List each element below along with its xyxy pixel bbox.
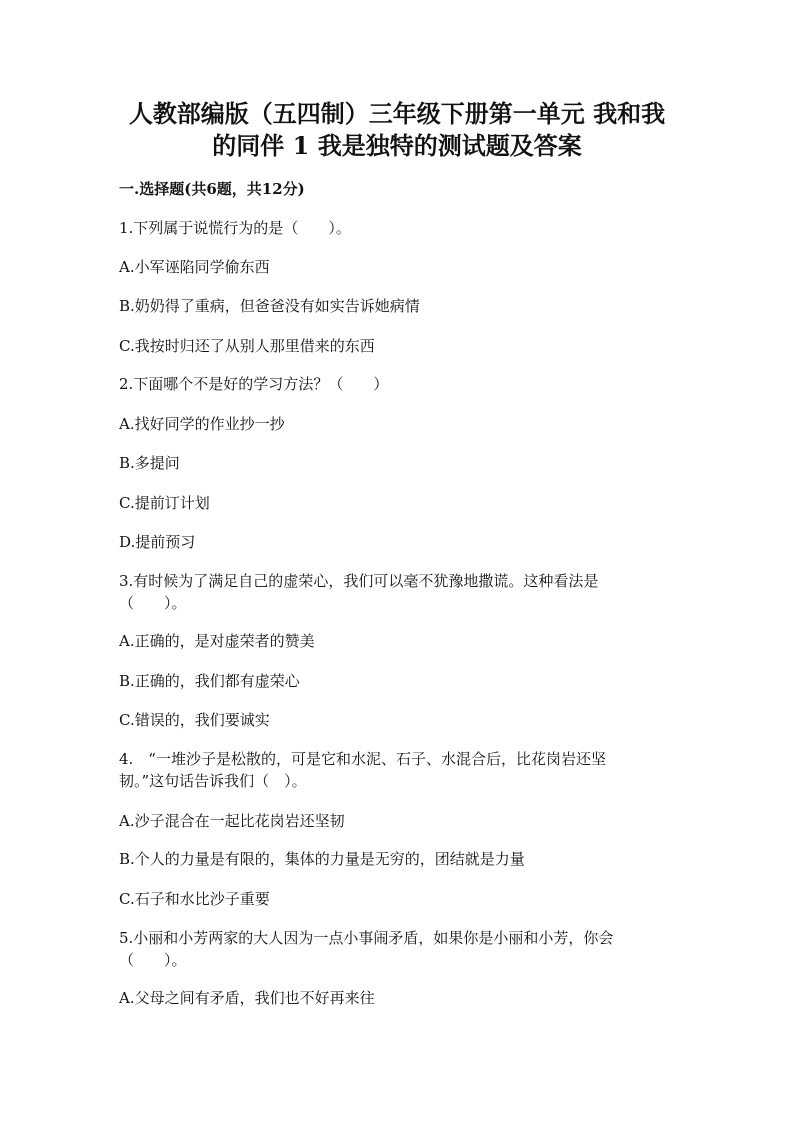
question-2-option-b: B.多提问: [119, 454, 180, 472]
question-5-stem-line-2: （ ）。: [119, 951, 187, 969]
question-3-stem-line-1: 3.有时候为了满足自己的虚荣心，我们可以毫不犹豫地撒谎。这种看法是: [119, 572, 599, 590]
question-4-option-a: A.沙子混合在一起比花岗岩还坚韧: [119, 812, 345, 830]
question-3-stem-line-2: （ ）。: [119, 594, 187, 612]
question-2-option-c: C.提前订计划: [119, 494, 210, 512]
question-3-option-b: B.正确的，我们都有虚荣心: [119, 672, 300, 690]
question-2-stem: 2.下面哪个不是好的学习方法？（ ）: [119, 375, 389, 393]
question-3-option-c: C.错误的，我们要诚实: [119, 711, 270, 729]
question-5-stem-line-1: 5.小丽和小芳两家的大人因为一点小事闹矛盾，如果你是小丽和小芳，你会: [119, 929, 614, 947]
section-heading: 一.选择题(共6题，共12分): [119, 180, 305, 198]
question-1-option-c: C.我按时归还了从别人那里借来的东西: [119, 337, 375, 355]
question-4-option-b: B.个人的力量是有限的，集体的力量是无穷的，团结就是力量: [119, 850, 525, 868]
question-1-stem: 1.下列属于说慌行为的是（ ）。: [119, 219, 351, 237]
question-4-stem-line-1: 4. “一堆沙子是松散的，可是它和水泥、石子、水混合后，比花岗岩还坚: [119, 750, 606, 768]
question-3-option-a: A.正确的，是对虚荣者的赞美: [119, 632, 315, 650]
question-1-option-a: A.小军诬陷同学偷东西: [119, 258, 270, 276]
question-4-option-c: C.石子和水比沙子重要: [119, 890, 270, 908]
question-4-stem-line-2: 韧。”这句话告诉我们（ ）。: [119, 772, 307, 790]
document-title-line-1: 人教部编版（五四制）三年级下册第一单元 我和我: [128, 99, 666, 128]
document-title-line-2: 的同伴 1 我是独特的测试题及答案: [212, 131, 582, 160]
question-1-option-b: B.奶奶得了重病，但爸爸没有如实告诉她病情: [119, 297, 420, 315]
question-5-option-a: A.父母之间有矛盾，我们也不好再来往: [119, 989, 375, 1007]
question-2-option-a: A.找好同学的作业抄一抄: [119, 415, 285, 433]
question-2-option-d: D.提前预习: [119, 533, 196, 551]
